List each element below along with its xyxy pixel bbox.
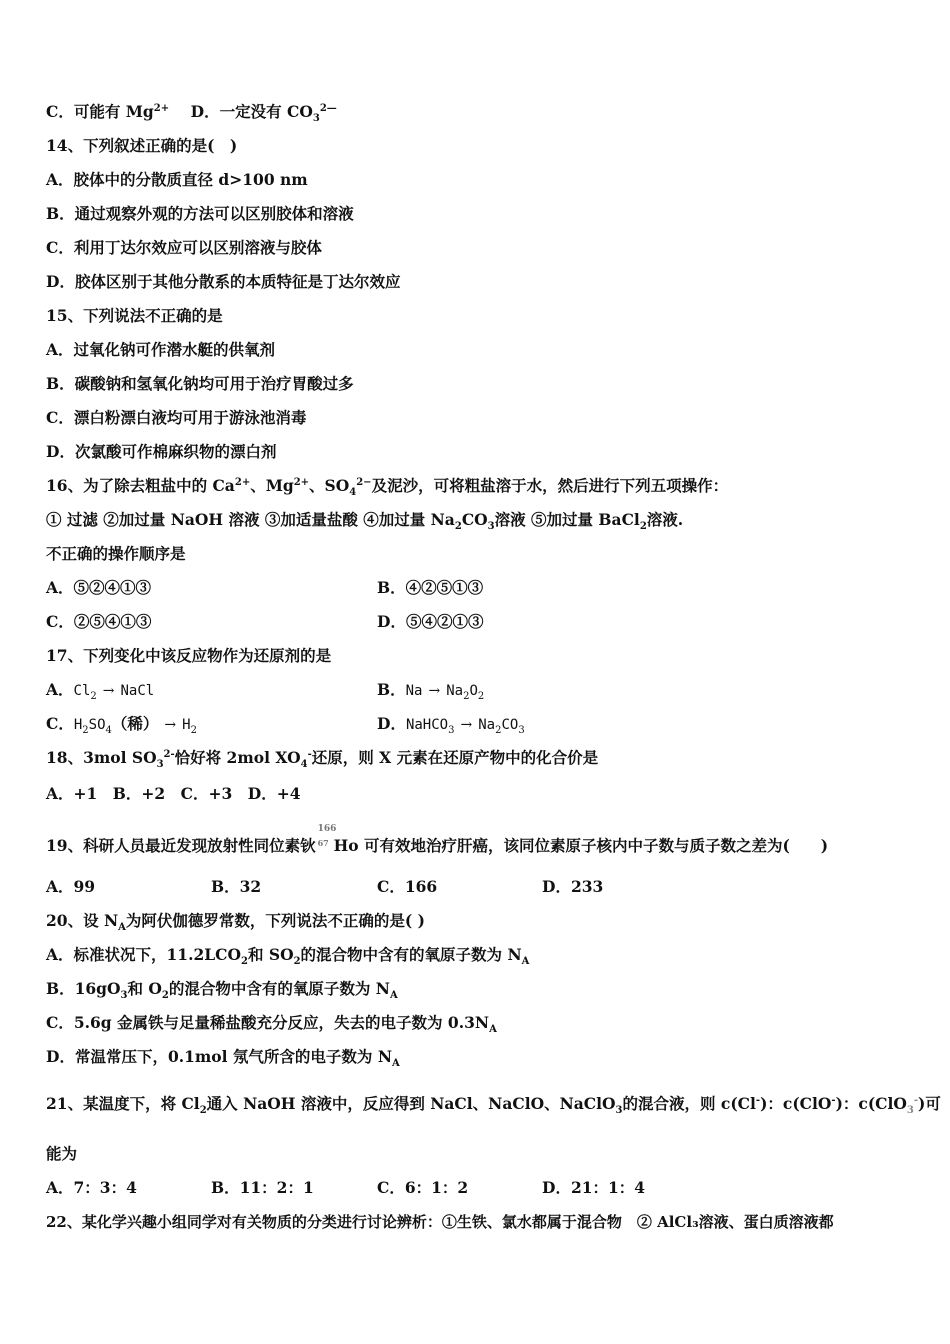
text: Na	[405, 683, 423, 699]
q13-option-c: C．可能有 Mg	[46, 102, 154, 121]
q22-stem: 22、某化学兴趣小组同学对有关物质的分类进行讨论辨析：①生铁、氯水都属于混合物 ② AlCl₃溶液、蛋白质溶液都	[46, 1213, 834, 1231]
sup: 2+	[153, 102, 170, 114]
q17-option-c	[46, 714, 197, 735]
q20-option-b	[46, 979, 398, 1002]
sub: 4	[349, 487, 357, 499]
option-tag: A．	[46, 680, 74, 699]
text: 恰好将 2mol XO	[174, 748, 301, 767]
text: Cl	[73, 683, 91, 699]
text: C．5.6g 金属铁与足量稀盐酸充分反应，失去的电子数为 0.3N	[46, 1013, 490, 1032]
text: 溶液.	[646, 510, 684, 529]
text: （稀）	[111, 714, 159, 733]
q15-stem: 15、下列说法不正确的是	[46, 306, 223, 325]
q16-option-d: D．⑤④②①③	[377, 612, 484, 631]
sub: A	[489, 1024, 497, 1036]
q14-option-a: A．胶体中的分散质直径 d>100 nm	[46, 170, 308, 189]
text: A．标准状况下，11.2LCO	[46, 945, 242, 964]
text: Ho 可有效地治疗肝癌，该同位素原子核内中子数与质子数之差为( )	[333, 836, 829, 855]
sup: -	[831, 1094, 836, 1106]
arrow-icon: →	[428, 683, 441, 699]
q17-stem: 17、下列变化中该反应物作为还原剂的是	[46, 646, 332, 665]
sub: 2	[495, 725, 502, 737]
text: NaHCO	[405, 717, 449, 733]
q21-option-a: A．7：3：4	[46, 1178, 137, 1197]
text: CO	[501, 717, 519, 733]
text: SO	[88, 717, 106, 733]
text: 的混合物中含有的氧原子数为 N	[168, 979, 390, 998]
q20-option-d	[46, 1047, 400, 1070]
sup: 2+	[234, 476, 251, 488]
text: O	[469, 683, 478, 699]
sub: A	[521, 956, 530, 968]
option-tag: B．	[377, 680, 406, 699]
text: NaCl	[120, 683, 155, 699]
q20-stem	[46, 911, 425, 934]
sub: 3	[518, 725, 525, 737]
text: H	[182, 717, 191, 733]
sup: 2+	[293, 476, 310, 488]
q19-option-c: C．166	[377, 877, 438, 896]
q15-option-b: B．碳酸钠和氢氧化钠均可用于治疗胃酸过多	[46, 374, 354, 393]
text: )：c(ClO	[835, 1094, 907, 1113]
q19-option-d: D．233	[542, 877, 604, 896]
sub: A	[392, 1058, 400, 1070]
sub: 2	[82, 725, 89, 737]
q17-option-a	[46, 680, 154, 701]
text: Na	[478, 717, 496, 733]
sub: 2	[199, 1105, 207, 1117]
q16-option-a: A．⑤②④①③	[46, 578, 152, 597]
q13-options-cd	[46, 102, 337, 125]
sub: 4	[105, 725, 112, 737]
arrow-icon: →	[102, 683, 115, 699]
sup: -	[913, 1094, 919, 1106]
text: Na	[446, 683, 464, 699]
atomic-number: 67	[317, 838, 329, 848]
sub: 2	[639, 521, 647, 533]
sup: 2−	[356, 476, 372, 488]
option-tag: C．	[46, 714, 74, 733]
q21-option-b: B．11：2：1	[211, 1178, 314, 1197]
text: B．16gO	[46, 979, 121, 998]
sub: 2	[477, 691, 485, 703]
text: 16、为了除去粗盐中的 Ca	[46, 476, 235, 495]
arrow-icon: →	[164, 717, 177, 733]
q17-option-b	[377, 680, 484, 701]
q15-option-c: C．漂白粉漂白液均可用于游泳池消毒	[46, 408, 307, 427]
text: 的混合物中含有的氧原子数为 N	[300, 945, 522, 964]
text: D．常温常压下，0.1mol 氖气所含的电子数为 N	[46, 1047, 392, 1066]
text: 和 O	[127, 979, 162, 998]
sub: 3	[448, 725, 455, 737]
text: 通入 NaOH 溶液中，反应得到 NaCl、NaClO、NaClO	[206, 1094, 616, 1113]
sub: 3	[906, 1105, 914, 1117]
text: 、SO	[309, 476, 350, 495]
sub: 2	[90, 691, 97, 703]
q17-option-d	[377, 714, 525, 735]
sup: -	[307, 748, 312, 760]
sub: 3	[487, 521, 495, 533]
q14-option-d: D．胶体区别于其他分散系的本质特征是丁达尔效应	[46, 272, 401, 291]
text: ① 过滤 ②加过量 NaOH 溶液 ③加适量盐酸 ④加过量 Na	[46, 510, 455, 529]
sub: 2	[454, 521, 462, 533]
sub: 2	[463, 691, 470, 703]
text: 和 SO	[247, 945, 294, 964]
q18-options: A．+1 B．+2 C．+3 D．+4	[46, 784, 301, 803]
q16-question: 不正确的操作顺序是	[46, 544, 186, 563]
q19-stem	[46, 824, 829, 856]
q14-option-b: B．通过观察外观的方法可以区别胶体和溶液	[46, 204, 354, 223]
q19-option-a: A．99	[46, 877, 96, 896]
text: 溶液 ⑤加过量 BaCl	[494, 510, 640, 529]
text: 为阿伏伽德罗常数，下列说法不正确的是( )	[125, 911, 425, 930]
text: 20、设 N	[46, 911, 119, 930]
q13-option-d: D．一定没有 CO	[190, 102, 313, 121]
q21-stem	[46, 1094, 941, 1117]
q16-stem	[46, 476, 729, 499]
q14-stem: 14、下列叙述正确的是( )	[46, 136, 238, 155]
q16-option-b: B．④②⑤①③	[377, 578, 484, 597]
text: 21、某温度下，将 Cl	[46, 1094, 200, 1113]
text: CO	[461, 510, 488, 529]
sub: 3	[312, 113, 320, 125]
sup: 2-	[163, 748, 175, 760]
sub: 3	[156, 759, 164, 771]
q20-option-a	[46, 945, 530, 968]
mass-number: 166	[317, 824, 337, 834]
text: 19、科研人员最近发现放射性同位素钬	[46, 836, 316, 855]
sub: 2	[161, 990, 169, 1002]
sub: A	[118, 922, 126, 934]
q19-option-b: B．32	[211, 877, 262, 896]
sup: 2—	[319, 102, 337, 114]
sub: 2	[241, 956, 248, 968]
sub: 2	[293, 956, 301, 968]
sub: A	[389, 990, 398, 1002]
sup: -	[755, 1094, 761, 1106]
q14-option-c: C．利用丁达尔效应可以区别溶液与胶体	[46, 238, 322, 257]
q15-option-d: D．次氯酸可作棉麻织物的漂白剂	[46, 442, 277, 461]
q16-operations	[46, 510, 684, 533]
q21-stem-cont: 能为	[46, 1144, 78, 1163]
text: 18、3mol SO	[46, 748, 157, 767]
sub: 4	[300, 759, 308, 771]
text: 的混合液，则 c(Cl	[622, 1094, 756, 1113]
q21-option-d: D．21：1：4	[542, 1178, 646, 1197]
q18-stem	[46, 748, 599, 771]
q20-option-c	[46, 1013, 497, 1036]
arrow-icon: →	[460, 717, 473, 733]
option-tag: D．	[377, 714, 406, 733]
sub: 3	[615, 1105, 623, 1117]
q15-option-a: A．过氧化钠可作潜水艇的供氧剂	[46, 340, 276, 359]
text: 还原，则 X 元素在还原产物中的化合价是	[311, 748, 599, 767]
q16-option-c: C．②⑤④①③	[46, 612, 152, 631]
isotope-notation	[316, 824, 337, 851]
sub: 3	[120, 990, 128, 1002]
sub: 2	[190, 725, 197, 737]
text: H	[73, 717, 83, 733]
text: 及泥沙，可将粗盐溶于水，然后进行下列五项操作：	[371, 476, 729, 495]
text: )可	[918, 1094, 941, 1113]
q21-option-c: C．6：1：2	[377, 1178, 469, 1197]
text: 、Mg	[250, 476, 294, 495]
text: )：c(ClO	[760, 1094, 832, 1113]
